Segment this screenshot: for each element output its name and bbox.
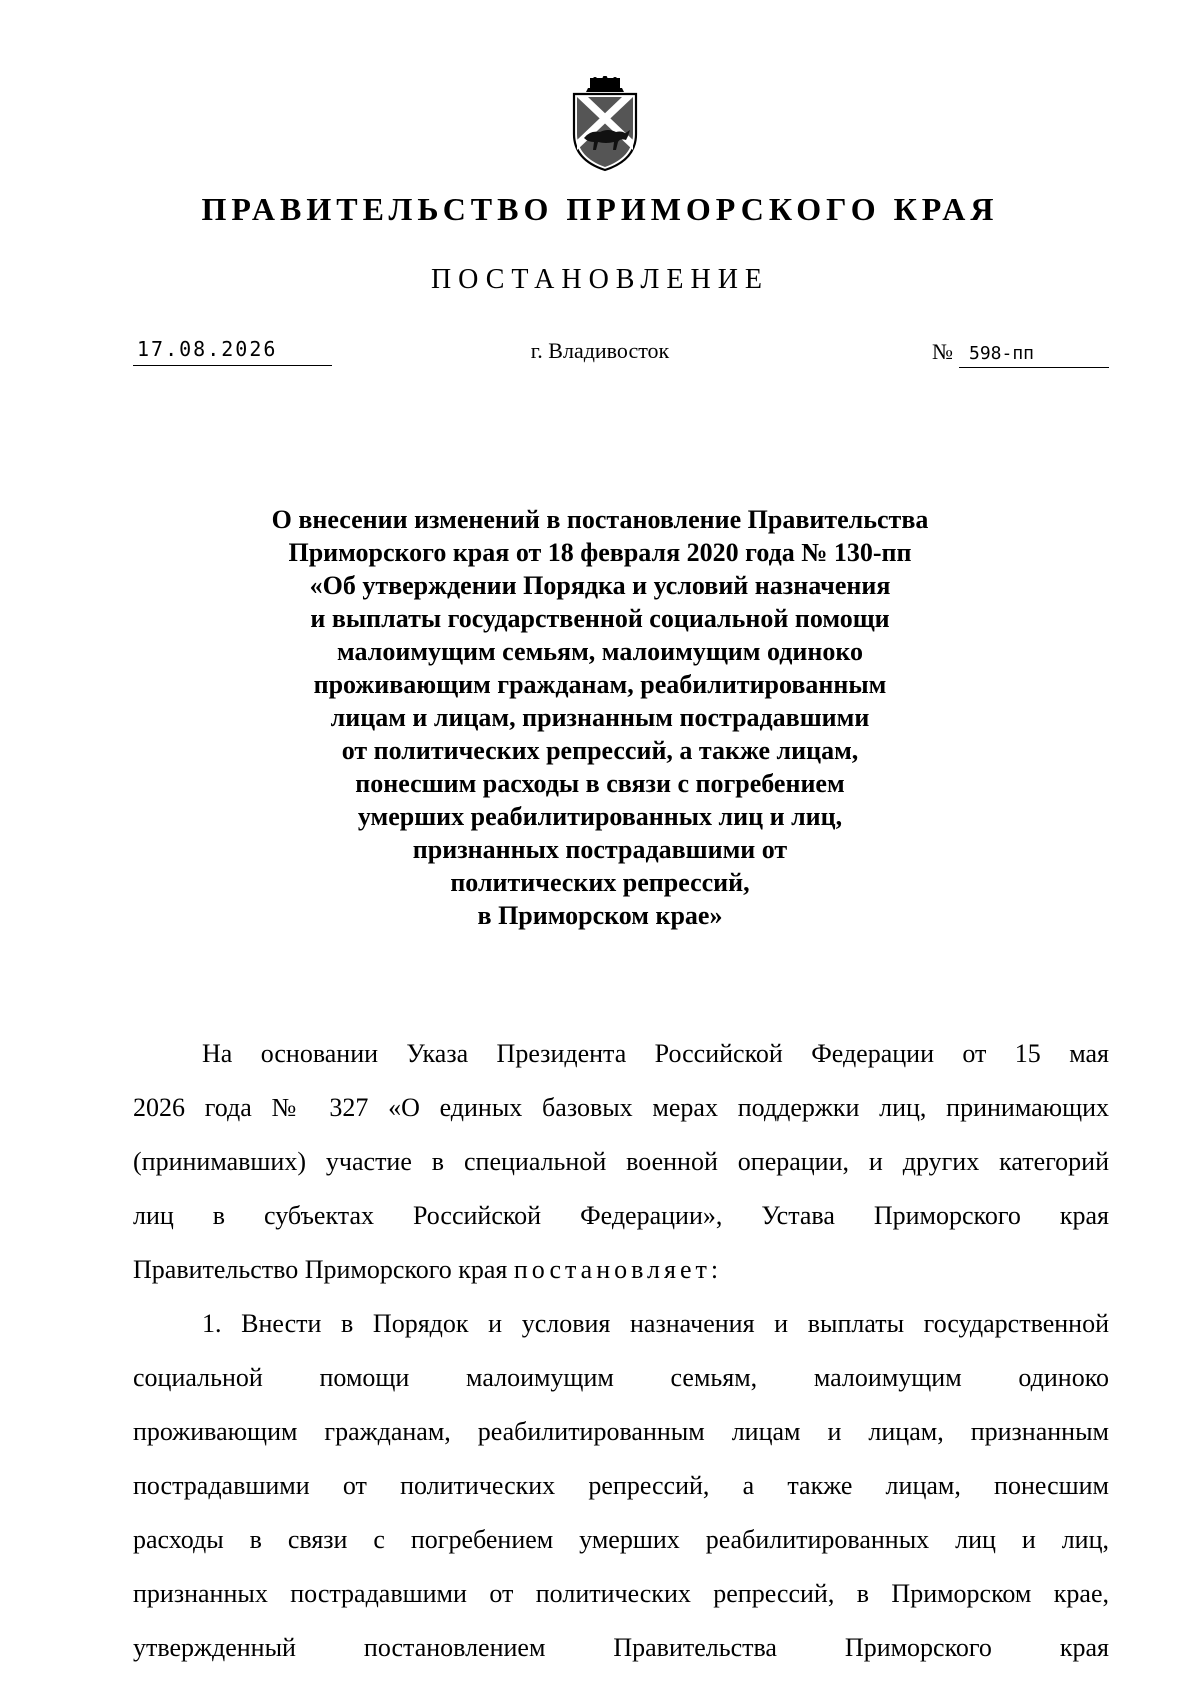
- title-line: Приморского края от 18 февраля 2020 года № 130-пп: [288, 538, 912, 567]
- title-line: О внесении изменений в постановление Правительства: [271, 505, 929, 534]
- title-line: признанных пострадавшими от: [412, 835, 788, 864]
- document-number: [932, 339, 1109, 368]
- document-date: 17.08.2026: [133, 337, 332, 366]
- body-line: лиц в субъектах Российской Федерации», Устава Приморского края: [133, 1201, 1109, 1230]
- number-sign: №: [932, 339, 953, 364]
- document-title: [160, 503, 1040, 932]
- organization-name: ПРАВИТЕЛЬСТВО ПРИМОРСКОГО КРАЯ: [201, 191, 999, 227]
- body-line: 1. Внести в Порядок и условия назначения и выплаты государственной: [202, 1309, 1109, 1338]
- title-line: «Об утверждении Порядка и условий назначения: [309, 571, 891, 600]
- title-line: понесшим расходы в связи с погребением: [355, 769, 845, 798]
- resolution-colon: :: [710, 1255, 719, 1284]
- body-line: расходы в связи с погребением умерших реабилитированных лиц и лиц,: [133, 1525, 1109, 1554]
- document-body: [133, 1027, 1109, 1675]
- title-line: от политических репрессий, а также лицам,: [341, 736, 859, 765]
- body-line: утвержденный постановлением Правительства Приморского края: [133, 1633, 1109, 1662]
- coat-of-arms-icon: [568, 76, 642, 172]
- title-line: политических репрессий,: [450, 868, 750, 897]
- title-line: умерших реабилитированных лиц и лиц,: [357, 802, 843, 831]
- body-line: (принимавших) участие в специальной военной операции, и других категорий: [133, 1147, 1109, 1176]
- body-line: На основании Указа Президента Российской Федерации от 15 мая: [202, 1039, 1109, 1068]
- number-value: 598-пп: [959, 343, 1109, 368]
- body-line: проживающим гражданам, реабилитированным лицам и лицам, признанным: [133, 1417, 1109, 1446]
- title-line: проживающим гражданам, реабилитированным: [313, 670, 887, 699]
- document-meta-row: [0, 333, 1200, 373]
- body-line-resolution: [133, 1243, 1109, 1297]
- body-line: пострадавшими от политических репрессий, а также лицам, понесшим: [133, 1471, 1109, 1500]
- coat-of-arms-emblem: [568, 76, 642, 172]
- title-line: лицам и лицам, признанным пострадавшими: [330, 703, 870, 732]
- body-line: признанных пострадавшими от политических репрессий, в Приморском крае,: [133, 1579, 1109, 1608]
- resolution-prefix: Правительство Приморского края: [133, 1255, 514, 1284]
- resolution-verb: постановляет: [513, 1255, 711, 1284]
- body-line: социальной помощи малоимущим семьям, малоимущим одиноко: [133, 1363, 1109, 1392]
- title-line: и выплаты государственной социальной помощи: [310, 604, 890, 633]
- document-type: ПОСТАНОВЛЕНИЕ: [430, 264, 770, 295]
- document-city: г. Владивосток: [530, 338, 670, 363]
- body-line: 2026 года № 327 «О единых базовых мерах поддержки лиц, принимающих: [133, 1093, 1109, 1122]
- title-line: малоимущим семьям, малоимущим одиноко: [337, 637, 863, 666]
- title-line: в Приморском крае»: [477, 901, 723, 930]
